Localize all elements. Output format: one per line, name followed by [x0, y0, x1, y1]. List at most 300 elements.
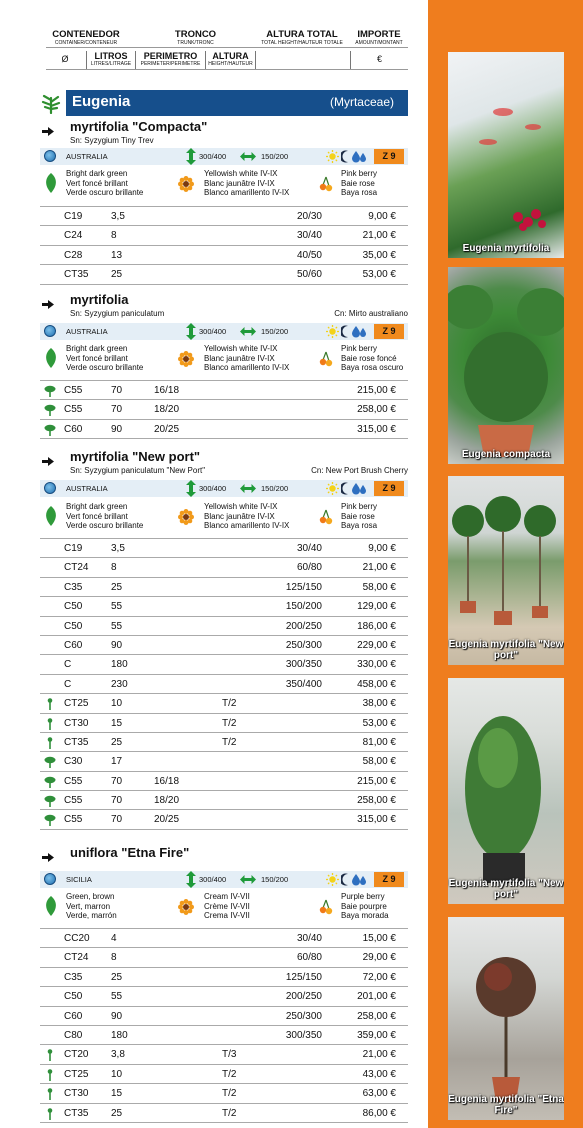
leaf-text: Vert, marron	[66, 901, 111, 911]
price: 53,00 €	[362, 717, 396, 729]
container-code: CT24	[64, 562, 89, 574]
flower-text: Yellowish white IV-IX	[204, 169, 278, 178]
photo-1	[448, 52, 564, 258]
fruit-icon	[318, 899, 334, 915]
fruit-text: Baie rose	[341, 511, 375, 521]
litres: 25	[111, 971, 123, 983]
price: 129,00 €	[357, 601, 396, 613]
leaf-icon	[44, 348, 58, 368]
max-height: 300/400	[199, 875, 227, 884]
container-code: C	[64, 659, 72, 671]
origin: AUSTRALIA	[66, 152, 108, 161]
flower-description	[204, 169, 289, 198]
variety-title: myrtifolia "New port"	[70, 449, 201, 464]
flower-text: Crème IV-VII	[204, 901, 250, 911]
table-row	[40, 714, 408, 733]
fruit-icon	[318, 351, 334, 367]
variety-title: myrtifolia	[70, 292, 129, 307]
container-code: C28	[64, 249, 83, 261]
globe-icon	[44, 482, 56, 494]
common-name: Cn: Mirto australiano	[334, 309, 408, 318]
hardiness-zone: Z 9	[374, 149, 404, 164]
max-width: 150/200	[261, 875, 289, 884]
container-code: C60	[64, 639, 83, 651]
fruit-text: Purple berry	[341, 892, 385, 901]
total-height: 20/30	[296, 211, 322, 222]
litres: 17	[111, 756, 123, 768]
plant-photo-image	[448, 678, 564, 904]
table-row	[40, 694, 408, 713]
common-name: Cn: New Port Brush Cherry	[311, 466, 408, 475]
table-row	[40, 987, 408, 1006]
leaf-text: Bright dark green	[66, 169, 128, 178]
water-drops-icon	[352, 482, 368, 495]
litres: 25	[111, 581, 123, 593]
fruit-text: Pink berry	[341, 344, 378, 353]
family-bar	[66, 90, 408, 116]
max-height: 300/400	[199, 327, 227, 336]
total-height: 60/80	[296, 562, 322, 574]
total-height: 250/300	[285, 1010, 322, 1022]
price: 81,00 €	[362, 736, 396, 748]
container-code: C30	[64, 756, 83, 768]
perimeter: 20/25	[154, 423, 180, 435]
height-arrow-icon	[186, 148, 196, 165]
fruit-text: Pink berry	[341, 169, 378, 178]
container-code: C24	[64, 230, 83, 242]
water-drops-icon	[352, 325, 368, 338]
scientific-name: Sn: Syzygium paniculatum	[70, 309, 165, 318]
litres: 70	[111, 385, 123, 396]
photo-4	[448, 678, 564, 904]
litres: 3,8	[111, 1049, 125, 1061]
photo-3	[448, 476, 564, 665]
litres: 13	[111, 249, 123, 261]
litres: 230	[111, 678, 128, 690]
half-stem-icon	[44, 1108, 56, 1120]
flower-text: Blanco amarillento IV-IX	[204, 188, 290, 197]
price: 21,00 €	[362, 562, 396, 574]
price-table	[40, 928, 408, 1123]
trunk: T/2	[222, 736, 237, 748]
total-height: 30/40	[296, 933, 322, 944]
litres: 90	[111, 423, 123, 435]
flower-text: Blanco amarillento IV-IX	[204, 363, 290, 372]
price: 29,00 €	[362, 952, 396, 964]
table-row	[40, 1065, 408, 1084]
fruit-text: Baya rosa oscuro	[341, 363, 404, 372]
total-height: 40/50	[296, 249, 322, 261]
photo-caption: Eugenia myrtifolia "Etna Fire"	[448, 1094, 564, 1116]
standard-tree-icon	[44, 385, 56, 397]
standard-tree-icon	[44, 795, 56, 807]
width-arrow-icon	[240, 327, 256, 336]
table-row	[40, 810, 408, 829]
table-row	[40, 617, 408, 636]
description-block	[40, 499, 408, 537]
table-row	[40, 1026, 408, 1045]
photo-caption: Eugenia myrtifolia "New port"	[448, 878, 564, 900]
leaf-icon	[44, 506, 58, 526]
table-row	[40, 968, 408, 987]
flower-icon	[178, 899, 194, 915]
litres: 70	[111, 795, 123, 807]
fruit-description	[341, 502, 377, 531]
perimeter: 20/25	[154, 814, 180, 826]
price: 43,00 €	[362, 1068, 396, 1080]
width-arrow-icon	[240, 152, 256, 161]
photo-caption: Eugenia myrtifolia	[462, 243, 550, 254]
arrow-right-icon	[42, 296, 54, 305]
water-drops-icon	[352, 873, 368, 886]
total-height: 125/150	[285, 971, 322, 983]
table-row	[40, 1104, 408, 1123]
perimeter: 18/20	[154, 795, 180, 807]
container-code: C55	[64, 795, 83, 807]
table-row	[40, 558, 408, 577]
trunk: T/3	[222, 1049, 237, 1061]
litres: 10	[111, 698, 123, 710]
total-height: 50/60	[296, 269, 322, 281]
globe-icon	[44, 325, 56, 337]
price: 215,00 €	[357, 775, 396, 787]
flower-text: Blanc jaunâtre IV-IX	[204, 511, 275, 521]
column-subheader-row	[46, 50, 408, 70]
table-row	[40, 733, 408, 752]
container-code: CT35	[64, 736, 89, 748]
hardiness-zone: Z 9	[374, 324, 404, 339]
sun-icon	[326, 325, 339, 338]
flower-text: Blanc jaunâtre IV-IX	[204, 353, 275, 363]
table-row	[40, 791, 408, 810]
euro-header: €	[350, 51, 408, 69]
table-row	[40, 655, 408, 674]
fruit-description	[341, 169, 377, 198]
leaf-text: Bright dark green	[66, 344, 128, 353]
litres: 25	[111, 269, 123, 281]
origin: AUSTRALIA	[66, 484, 108, 493]
flower-icon	[178, 176, 194, 192]
photo-caption: Eugenia myrtifolia "New port"	[448, 639, 564, 661]
litres: 180	[111, 1029, 128, 1041]
table-row	[40, 1084, 408, 1103]
fruit-text: Baya rosa	[341, 188, 378, 197]
description-block	[40, 341, 408, 379]
container-code: CT30	[64, 1088, 89, 1100]
table-row	[40, 381, 408, 400]
price: 58,00 €	[362, 756, 396, 768]
fruit-text: Baie rose	[341, 178, 375, 188]
litres: 25	[111, 736, 123, 748]
container-code: C35	[64, 581, 83, 593]
leaf-text: Vert foncé brillant	[66, 511, 128, 521]
table-row	[40, 1007, 408, 1026]
half-stem-icon	[44, 718, 56, 730]
half-stem-icon	[44, 1088, 56, 1100]
arrow-right-icon	[42, 453, 54, 462]
price: 9,00 €	[368, 543, 396, 554]
container-code: CT24	[64, 952, 89, 964]
container-code: C60	[64, 423, 83, 435]
half-stem-icon	[44, 1069, 56, 1081]
price: 21,00 €	[362, 230, 396, 242]
table-row	[40, 772, 408, 791]
trunk: T/2	[222, 1088, 237, 1100]
container-code: CT35	[64, 1107, 89, 1119]
tronco-header: TRONCO TRUNK/TRONC	[174, 29, 217, 46]
perimeter: 18/20	[154, 404, 180, 416]
leaf-text: Vert foncé brillant	[66, 178, 128, 188]
origin: AUSTRALIA	[66, 327, 108, 336]
container-code: C19	[64, 211, 83, 222]
total-height: 125/150	[285, 581, 322, 593]
family-header	[40, 90, 408, 118]
litres: 70	[111, 814, 123, 826]
table-row	[40, 207, 408, 226]
plant-photo-image	[448, 917, 564, 1120]
price: 35,00 €	[362, 249, 396, 261]
container-code: CT25	[64, 698, 89, 710]
sun-icon	[326, 873, 339, 886]
container-code: C55	[64, 814, 83, 826]
price: 186,00 €	[357, 620, 396, 632]
litres: 55	[111, 991, 123, 1003]
leaf-description	[66, 502, 143, 531]
height-arrow-icon	[186, 323, 196, 340]
price: 15,00 €	[362, 933, 396, 944]
globe-icon	[44, 873, 56, 885]
total-height: 300/350	[285, 1029, 322, 1041]
plant-photo-image	[448, 476, 564, 665]
trunk: T/2	[222, 1068, 237, 1080]
price: 458,00 €	[357, 678, 396, 690]
photo-sidebar	[428, 0, 583, 1128]
litres: 55	[111, 620, 123, 632]
standard-tree-icon	[44, 424, 56, 436]
scientific-name: Sn: Syzygium Tiny Trev	[70, 136, 154, 145]
column-header-row	[46, 30, 408, 48]
fruit-text: Baie pourpre	[341, 901, 387, 911]
leaf-description	[66, 169, 143, 198]
price: 258,00 €	[357, 404, 396, 416]
container-code: C55	[64, 775, 83, 787]
leaf-text: Vert foncé brillant	[66, 353, 128, 363]
leaf-text: Verde oscuro brillante	[66, 188, 144, 197]
container-code: C50	[64, 991, 83, 1003]
container-code: C50	[64, 620, 83, 632]
price: 38,00 €	[362, 698, 396, 710]
container-code: CT20	[64, 1049, 89, 1061]
price: 201,00 €	[357, 991, 396, 1003]
total-height: 250/300	[285, 639, 322, 651]
fruit-icon	[318, 509, 334, 525]
fruit-text: Pink berry	[341, 502, 378, 511]
width-arrow-icon	[240, 484, 256, 493]
container-code: CC20	[64, 933, 90, 944]
fruit-description	[341, 344, 403, 373]
shade-icon	[341, 482, 351, 495]
scientific-name: Sn: Syzygium paniculatum "New Port"	[70, 466, 206, 475]
container-code: C35	[64, 971, 83, 983]
price: 72,00 €	[362, 971, 396, 983]
total-height: 300/350	[285, 659, 322, 671]
price: 258,00 €	[357, 795, 396, 807]
total-height: 200/250	[285, 620, 322, 632]
price: 315,00 €	[357, 814, 396, 826]
container-code: C60	[64, 1010, 83, 1022]
fruit-icon	[318, 176, 334, 192]
price: 86,00 €	[362, 1107, 396, 1119]
container-code: C	[64, 678, 72, 690]
flower-icon	[178, 509, 194, 525]
flower-text: Yellowish white IV-IX	[204, 502, 278, 511]
container-code: CT25	[64, 1068, 89, 1080]
leaf-description	[66, 892, 117, 921]
price: 58,00 €	[362, 581, 396, 593]
leaf-icon	[44, 173, 58, 193]
perimeter: 16/18	[154, 385, 180, 396]
flower-text: Blanc jaunâtre IV-IX	[204, 178, 275, 188]
altura-total-header: ALTURA TOTAL TOTAL HEIGHT/HAUTEUR TOTALE	[261, 29, 343, 46]
container-code: C55	[64, 404, 83, 416]
plant-icon	[40, 92, 62, 114]
litres: 4	[111, 933, 117, 944]
price: 229,00 €	[357, 639, 396, 651]
water-drops-icon	[352, 150, 368, 163]
leaf-text: Verde oscuro brillante	[66, 363, 144, 372]
plant-photo-image	[448, 267, 564, 464]
height-arrow-icon	[186, 871, 196, 888]
photo-caption: Eugenia compacta	[461, 449, 551, 460]
max-width: 150/200	[261, 152, 289, 161]
flower-description	[204, 502, 289, 531]
leaf-description	[66, 344, 143, 373]
total-height: 30/40	[296, 543, 322, 554]
price: 21,00 €	[362, 1049, 396, 1061]
total-height: 150/200	[285, 601, 322, 613]
sun-icon	[326, 482, 339, 495]
litres: 70	[111, 775, 123, 787]
leaf-text: Verde, marrón	[66, 911, 117, 920]
trunk: T/2	[222, 717, 237, 729]
trunk: T/2	[222, 698, 237, 710]
fruit-text: Baya morada	[341, 911, 389, 920]
family-name: Eugenia	[72, 93, 131, 110]
photo-2	[448, 267, 564, 464]
container-code: C80	[64, 1029, 83, 1041]
leaf-text: Bright dark green	[66, 502, 128, 511]
standard-tree-icon	[44, 814, 56, 826]
table-row	[40, 420, 408, 439]
price: 258,00 €	[357, 1010, 396, 1022]
table-row	[40, 752, 408, 771]
max-width: 150/200	[261, 327, 289, 336]
total-height: 350/400	[285, 678, 322, 690]
litres: 3,5	[111, 543, 125, 554]
price: 9,00 €	[368, 211, 396, 222]
container-code: C55	[64, 385, 83, 396]
description-block	[40, 166, 408, 204]
litres: 3,5	[111, 211, 125, 222]
container-code: C19	[64, 543, 83, 554]
container-code: C50	[64, 601, 83, 613]
contenedor-header: CONTENEDOR CONTAINER/CONTENEUR	[52, 29, 120, 46]
diameter-header: Ø	[61, 54, 69, 64]
litros-header: LITROS LITRES/LITRAGE	[86, 51, 136, 69]
flower-text: Blanco amarillento IV-IX	[204, 521, 290, 530]
arrow-right-icon	[42, 849, 54, 858]
half-stem-icon	[44, 1049, 56, 1061]
table-row	[40, 948, 408, 967]
standard-tree-icon	[44, 776, 56, 788]
standard-tree-icon	[44, 756, 56, 768]
half-stem-icon	[44, 737, 56, 749]
perimeter: 16/18	[154, 775, 180, 787]
price-table	[40, 538, 408, 830]
plant-photo-image	[448, 52, 564, 258]
table-row	[40, 246, 408, 265]
sun-icon	[326, 150, 339, 163]
litres: 8	[111, 952, 117, 964]
table-row	[40, 226, 408, 245]
price: 53,00 €	[362, 269, 396, 281]
price: 315,00 €	[357, 423, 396, 435]
table-row	[40, 929, 408, 948]
litres: 70	[111, 404, 123, 416]
flower-text: Yellowish white IV-IX	[204, 344, 278, 353]
litres: 90	[111, 639, 123, 651]
total-height: 200/250	[285, 991, 322, 1003]
shade-icon	[341, 325, 351, 338]
container-code: CT35	[64, 269, 89, 281]
table-row	[40, 675, 408, 694]
flower-icon	[178, 351, 194, 367]
price: 215,00 €	[357, 385, 396, 396]
max-height: 300/400	[199, 152, 227, 161]
litres: 8	[111, 230, 117, 242]
importe-header: IMPORTE AMOUNT/MONTANT	[355, 29, 403, 46]
litres: 25	[111, 1107, 123, 1119]
info-bar	[40, 480, 408, 497]
flower-description	[204, 344, 289, 373]
litres: 8	[111, 562, 117, 574]
hardiness-zone: Z 9	[374, 872, 404, 887]
perimetro-header: PERIMETRO PERIMETER/PERIMETRE	[136, 51, 206, 69]
photo-5	[448, 917, 564, 1120]
fruit-text: Baya rosa	[341, 521, 378, 530]
table-row	[40, 597, 408, 616]
fruit-text: Baie rose foncé	[341, 353, 397, 363]
half-stem-icon	[44, 698, 56, 710]
variety-title: myrtifolia "Compacta"	[70, 119, 208, 134]
flower-text: Crema IV-VII	[204, 911, 250, 920]
info-bar	[40, 871, 408, 888]
total-height: 60/80	[296, 952, 322, 964]
globe-icon	[44, 150, 56, 162]
family-latin: (Myrtaceae)	[329, 95, 394, 109]
hardiness-zone: Z 9	[374, 481, 404, 496]
price: 63,00 €	[362, 1088, 396, 1100]
variety-title: uniflora "Etna Fire"	[70, 845, 190, 860]
litres: 15	[111, 1088, 123, 1100]
litres: 180	[111, 659, 128, 671]
altura-header: ALTURA HEIGHT/HAUTEUR	[206, 51, 256, 69]
table-row	[40, 636, 408, 655]
shade-icon	[341, 873, 351, 886]
max-width: 150/200	[261, 484, 289, 493]
leaf-text: Green, brown	[66, 892, 115, 901]
price-table	[40, 380, 408, 439]
